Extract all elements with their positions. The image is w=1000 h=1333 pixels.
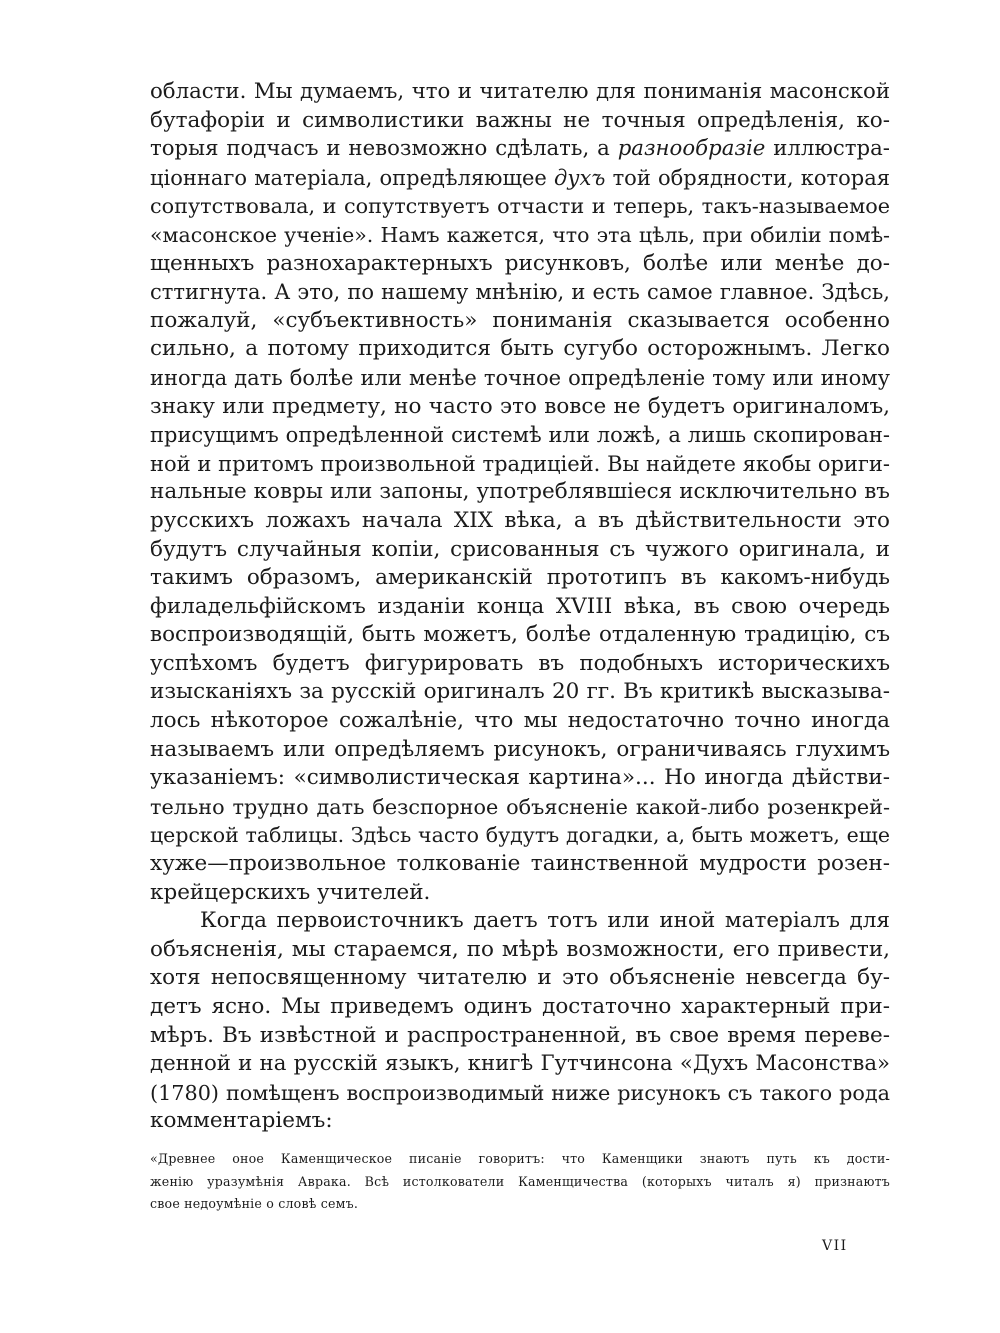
text-line: нальные ковры или запоны, употреблявшіеся исключительно въ	[150, 479, 890, 505]
text-line: пожалуй, «субъективность» пониманія сказывается особенно	[150, 307, 890, 333]
text-line: комментаріемъ:	[150, 1108, 333, 1134]
italic-term: разнообразіе	[617, 136, 766, 162]
text-line: объясненія, мы стараемся, по мѣрѣ возможности, его привести,	[150, 936, 890, 962]
text-line: указаніемъ: «символистическая картина»... Но иногда дѣйстви-	[150, 765, 890, 791]
text-segment: той обрядности, которая	[612, 165, 891, 190]
text-line: хуже—произвольное толкованіе таинственной мудрости розен-	[150, 851, 890, 877]
text-line: хотя непосвященному читателю и это объясненіе невсегда бу-	[150, 965, 890, 991]
text-line: денной и на русскій языкъ, книгѣ Гутчинсона «Духъ Масонства»	[150, 1051, 890, 1077]
text-line: называемъ или опредѣляемъ рисунокъ, ограничиваясь глухимъ	[150, 736, 890, 762]
text-line: присущимъ опредѣленной системѣ или ложѣ, а лишь скопирован-	[150, 423, 890, 448]
text-line: знаку или предмету, но часто это вовсе не будетъ оригиналомъ,	[150, 393, 890, 419]
text-line: сттигнута. А это, по нашему мнѣнію, и есть самое главное. Здѣсь,	[150, 280, 890, 305]
text-line: воспроизводящій, быть можетъ, болѣе отдаленную традицію, съ	[150, 622, 890, 648]
text-line: Когда первоисточникъ даетъ тотъ или иной матеріалъ для	[200, 908, 890, 934]
text-line: филадельфійскомъ изданіи конца XVIII вѣка, въ свою очередь	[150, 593, 890, 619]
footnote-line: женію уразумѣнія Аврака. Всѣ истолкователи Каменщичества (которыхъ читалъ я) признаютъ	[150, 1173, 890, 1189]
text-line: мѣръ. Въ извѣстной и распространенной, въ свое время переве-	[150, 1022, 890, 1048]
text-line: области. Мы думаемъ, что и читателю для пониманія масонской	[150, 79, 890, 104]
footnote	[150, 1148, 890, 1216]
text-line: сильно, а потому приходится быть сугубо осторожнымъ. Легко	[150, 336, 890, 362]
body-text	[150, 78, 890, 1136]
page-number: VII	[822, 1238, 848, 1254]
text-line: «масонское ученіе». Намъ кажется, что эта цѣль, при обиліи помѣ-	[150, 222, 890, 247]
text-segment: ціоннаго матеріала, опредѣляющее	[150, 165, 547, 190]
text-line: будутъ случайныя копіи, срисованныя съ чужого оригинала, и	[150, 536, 890, 562]
text-line: детъ ясно. Мы приведемъ одинъ достаточно характерный при-	[150, 994, 890, 1019]
italic-term: духъ	[554, 165, 606, 190]
text-line: изысканіяхъ за русскій оригиналъ 20 гг. Въ критикѣ высказыва-	[150, 679, 890, 705]
text-line: (1780) помѣщенъ воспроизводимый ниже рисунокъ съ такого рода	[150, 1080, 890, 1105]
text-line	[150, 164, 890, 193]
text-segment: иллюстра-	[773, 136, 890, 162]
text-line: лось нѣкоторое сожалѣніе, что мы недостаточно точно иногда	[150, 708, 890, 734]
text-line: тельно трудно дать безспорное объясненіе какой-либо розенкрей-	[150, 794, 890, 819]
text-line: сопутствовала, и сопутствуетъ отчасти и теперь, такъ-называемое	[150, 194, 890, 219]
text-line: крейцерскихъ учителей.	[150, 879, 431, 905]
text-line: бутафоріи и символистики важны не точныя опредѣленія, ко-	[150, 107, 890, 133]
text-line: иногда дать болѣе или менѣе точное опредѣленіе тому или иному	[150, 365, 890, 390]
text-line: щенныхъ разнохарактерныхъ рисунковъ, болѣе или менѣе до-	[150, 250, 890, 276]
text-line: русскихъ ложахъ начала XIX вѣка, а въ дѣйствительности это	[150, 507, 890, 533]
text-line: ной и притомъ произвольной традиціей. Вы найдете якобы ориги-	[150, 451, 890, 476]
footnote-line: «Древнее оное Каменщическое писаніе говоритъ: что Каменщики знаютъ путь къ дости-	[150, 1151, 890, 1166]
text-line	[150, 135, 890, 164]
text-line: успѣхомъ будетъ фигурировать въ подобныхъ историческихъ	[150, 650, 890, 676]
text-segment: торыя подчасъ и невозможно сдѣлать, а	[150, 136, 610, 162]
text-line: церской таблицы. Здѣсь часто будутъ догадки, а, быть можетъ, еще	[150, 823, 890, 848]
footnote-line: свое недоумѣніе о словѣ семъ.	[150, 1196, 359, 1211]
text-line: такимъ образомъ, американскій прототипъ въ какомъ-нибудь	[150, 565, 890, 591]
